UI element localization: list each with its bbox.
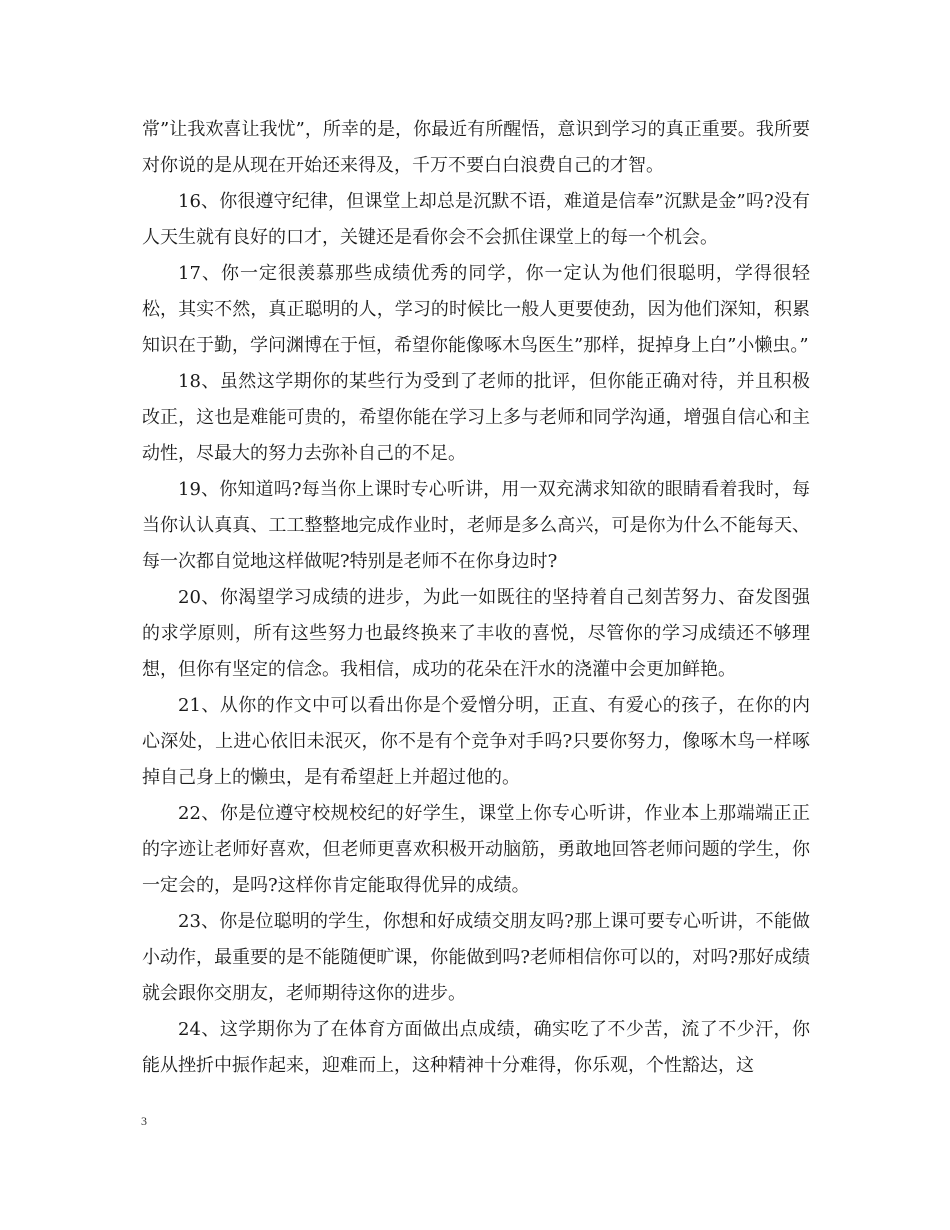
paragraph-16: 16、你很遵守纪律，但课堂上却总是沉默不语，难道是信奉”沉默是金”吗?没有人天生就有良好的口才，关键还是看你会不会抓住课堂上的每一个机会。 <box>142 191 810 248</box>
paragraph-17: 17、你一定很羡慕那些成绩优秀的同学，你一定认为他们很聪明，学得很轻松，其实不然，真正聪明的人，学习的时候比一般人更要使劲，因为他们深知，积累知识在于勤，学问渊博在于恒，希望你能像啄木鸟医生”那样，捉掉身上白”小懒虫。” <box>142 263 810 356</box>
paragraph-24: 24、这学期你为了在体育方面做出点成绩，确实吃了不少苦，流了不少汗，你能从挫折中振作起来，迎难而上，这种精神十分难得，你乐观，个性豁达，这 <box>142 1019 810 1076</box>
document-body <box>142 112 810 1084</box>
paragraph-20: 20、你渴望学习成绩的进步，为此一如既往的坚持着自己刻苦努力、奋发图强的求学原则，所有这些努力也最终换来了丰收的喜悦，尽管你的学习成绩还不够理想，但你有坚定的信念。我相信，成功的花朵在汗水的浇灌中会更加鲜艳。 <box>142 587 810 680</box>
paragraph-22: 22、你是位遵守校规校纪的好学生，课堂上你专心听讲，作业本上那端端正正的字迹让老师好喜欢，但老师更喜欢积极开动脑筋，勇敢地回答老师问题的学生，你一定会的，是吗?这样你肯定能取得优异的成绩。 <box>142 803 810 896</box>
paragraph-18: 18、虽然这学期你的某些行为受到了老师的批评，但你能正确对待，并且积极改正，这也是难能可贵的，希望你能在学习上多与老师和同学沟通，增强自信心和主动性，尽最大的努力去弥补自己的不足。 <box>142 371 810 464</box>
page-number: 3 <box>141 1114 147 1128</box>
paragraph-21: 21、从你的作文中可以看出你是个爱憎分明，正直、有爱心的孩子，在你的内心深处，上进心依旧未泯灭，你不是有个竞争对手吗?只要你努力，像啄木鸟一样啄掉自己身上的懒虫，是有希望赶上并超过他的。 <box>142 695 810 788</box>
paragraph-23: 23、你是位聪明的学生，你想和好成绩交朋友吗?那上课可要专心听讲，不能做小动作，最重要的是不能随便旷课，你能做到吗?老师相信你可以的，对吗?那好成绩就会跟你交朋友，老师期待这你的进步。 <box>142 911 810 1004</box>
paragraph-continuation: 常”让我欢喜让我忧”，所幸的是，你最近有所醒悟，意识到学习的真正重要。我所要对你说的是从现在开始还来得及，千万不要白白浪费自己的才智。 <box>142 119 810 176</box>
paragraph-19: 19、你知道吗?每当你上课时专心听讲，用一双充满求知欲的眼睛看着我时，每当你认认真真、工工整整地完成作业时，老师是多么高兴，可是你为什么不能每天、每一次都自觉地这样做呢?特别是老师不在你身边时? <box>142 479 810 572</box>
